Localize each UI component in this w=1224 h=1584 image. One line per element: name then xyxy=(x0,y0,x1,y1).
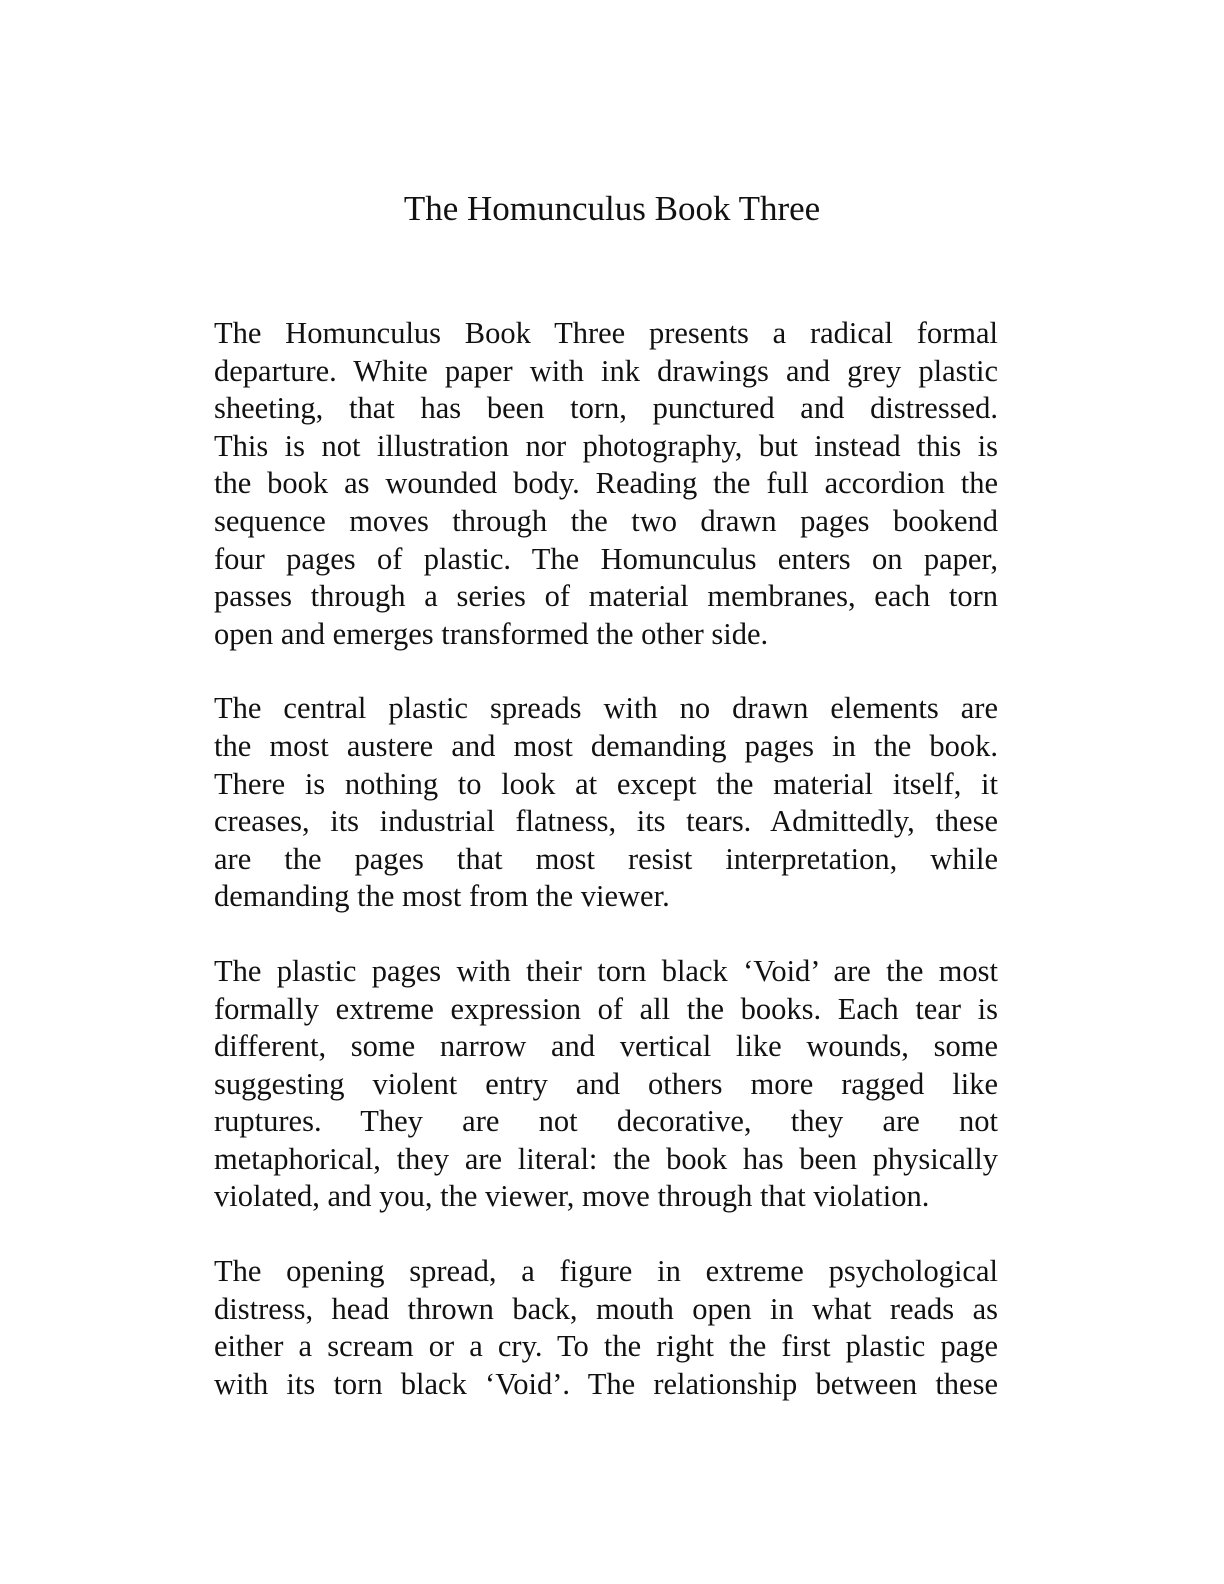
text-line: There is nothing to look at except the material itself, it xyxy=(214,766,998,801)
text-line: The opening spread, a figure in extreme psychological xyxy=(214,1254,998,1289)
text-line: sheeting, that has been torn, punctured and distressed. xyxy=(214,391,998,426)
page-title: The Homunculus Book Three xyxy=(403,189,821,228)
text-line: The Homunculus Book Three presents a radical formal xyxy=(214,316,998,350)
text-line: with its torn black ‘Void’. The relationship between these xyxy=(214,1366,998,1401)
text-line: The plastic pages with their torn black ‘Void’ are the most xyxy=(214,953,998,988)
text-line: different, some narrow and vertical like wounds, some xyxy=(214,1029,998,1064)
text-line: violated, and you, the viewer, move through that violation. xyxy=(214,1179,930,1214)
text-line: four pages of plastic. The Homunculus enters on paper, xyxy=(214,541,998,576)
text-line: This is not illustration nor photography, but instead this is xyxy=(214,428,998,463)
text-line: sequence moves through the two drawn pages bookend xyxy=(214,503,998,538)
text-line: the book as wounded body. Reading the full accordion the xyxy=(214,466,998,501)
text-line: formally extreme expression of all the books. Each tear is xyxy=(214,991,998,1026)
text-line: metaphorical, they are literal: the book has been physically xyxy=(214,1141,998,1176)
text-line: suggesting violent entry and others more ragged like xyxy=(214,1066,998,1101)
text-line: distress, head thrown back, mouth open in what reads as xyxy=(214,1291,998,1326)
text-line: demanding the most from the viewer. xyxy=(214,879,670,914)
text-line: open and emerges transformed the other side. xyxy=(214,616,769,651)
text-line: the most austere and most demanding pages in the book. xyxy=(214,728,998,763)
text-line: passes through a series of material membranes, each torn xyxy=(214,579,998,614)
paragraph-2 xyxy=(214,690,998,916)
text-line: departure. White paper with ink drawings and grey plastic xyxy=(214,353,998,388)
text-line: are the pages that most resist interpretation, while xyxy=(214,841,998,876)
text-line: ruptures. They are not decorative, they are not xyxy=(214,1104,998,1139)
text-line: either a scream or a cry. To the right the first plastic page xyxy=(214,1329,998,1364)
paragraph-1 xyxy=(214,315,998,653)
text-line: creases, its industrial flatness, its tears. Admittedly, these xyxy=(214,804,998,839)
body-text xyxy=(214,315,998,1440)
paragraph-4 xyxy=(214,1253,998,1403)
text-line: The central plastic spreads with no drawn elements are xyxy=(214,691,998,726)
paragraph-3 xyxy=(214,953,998,1216)
